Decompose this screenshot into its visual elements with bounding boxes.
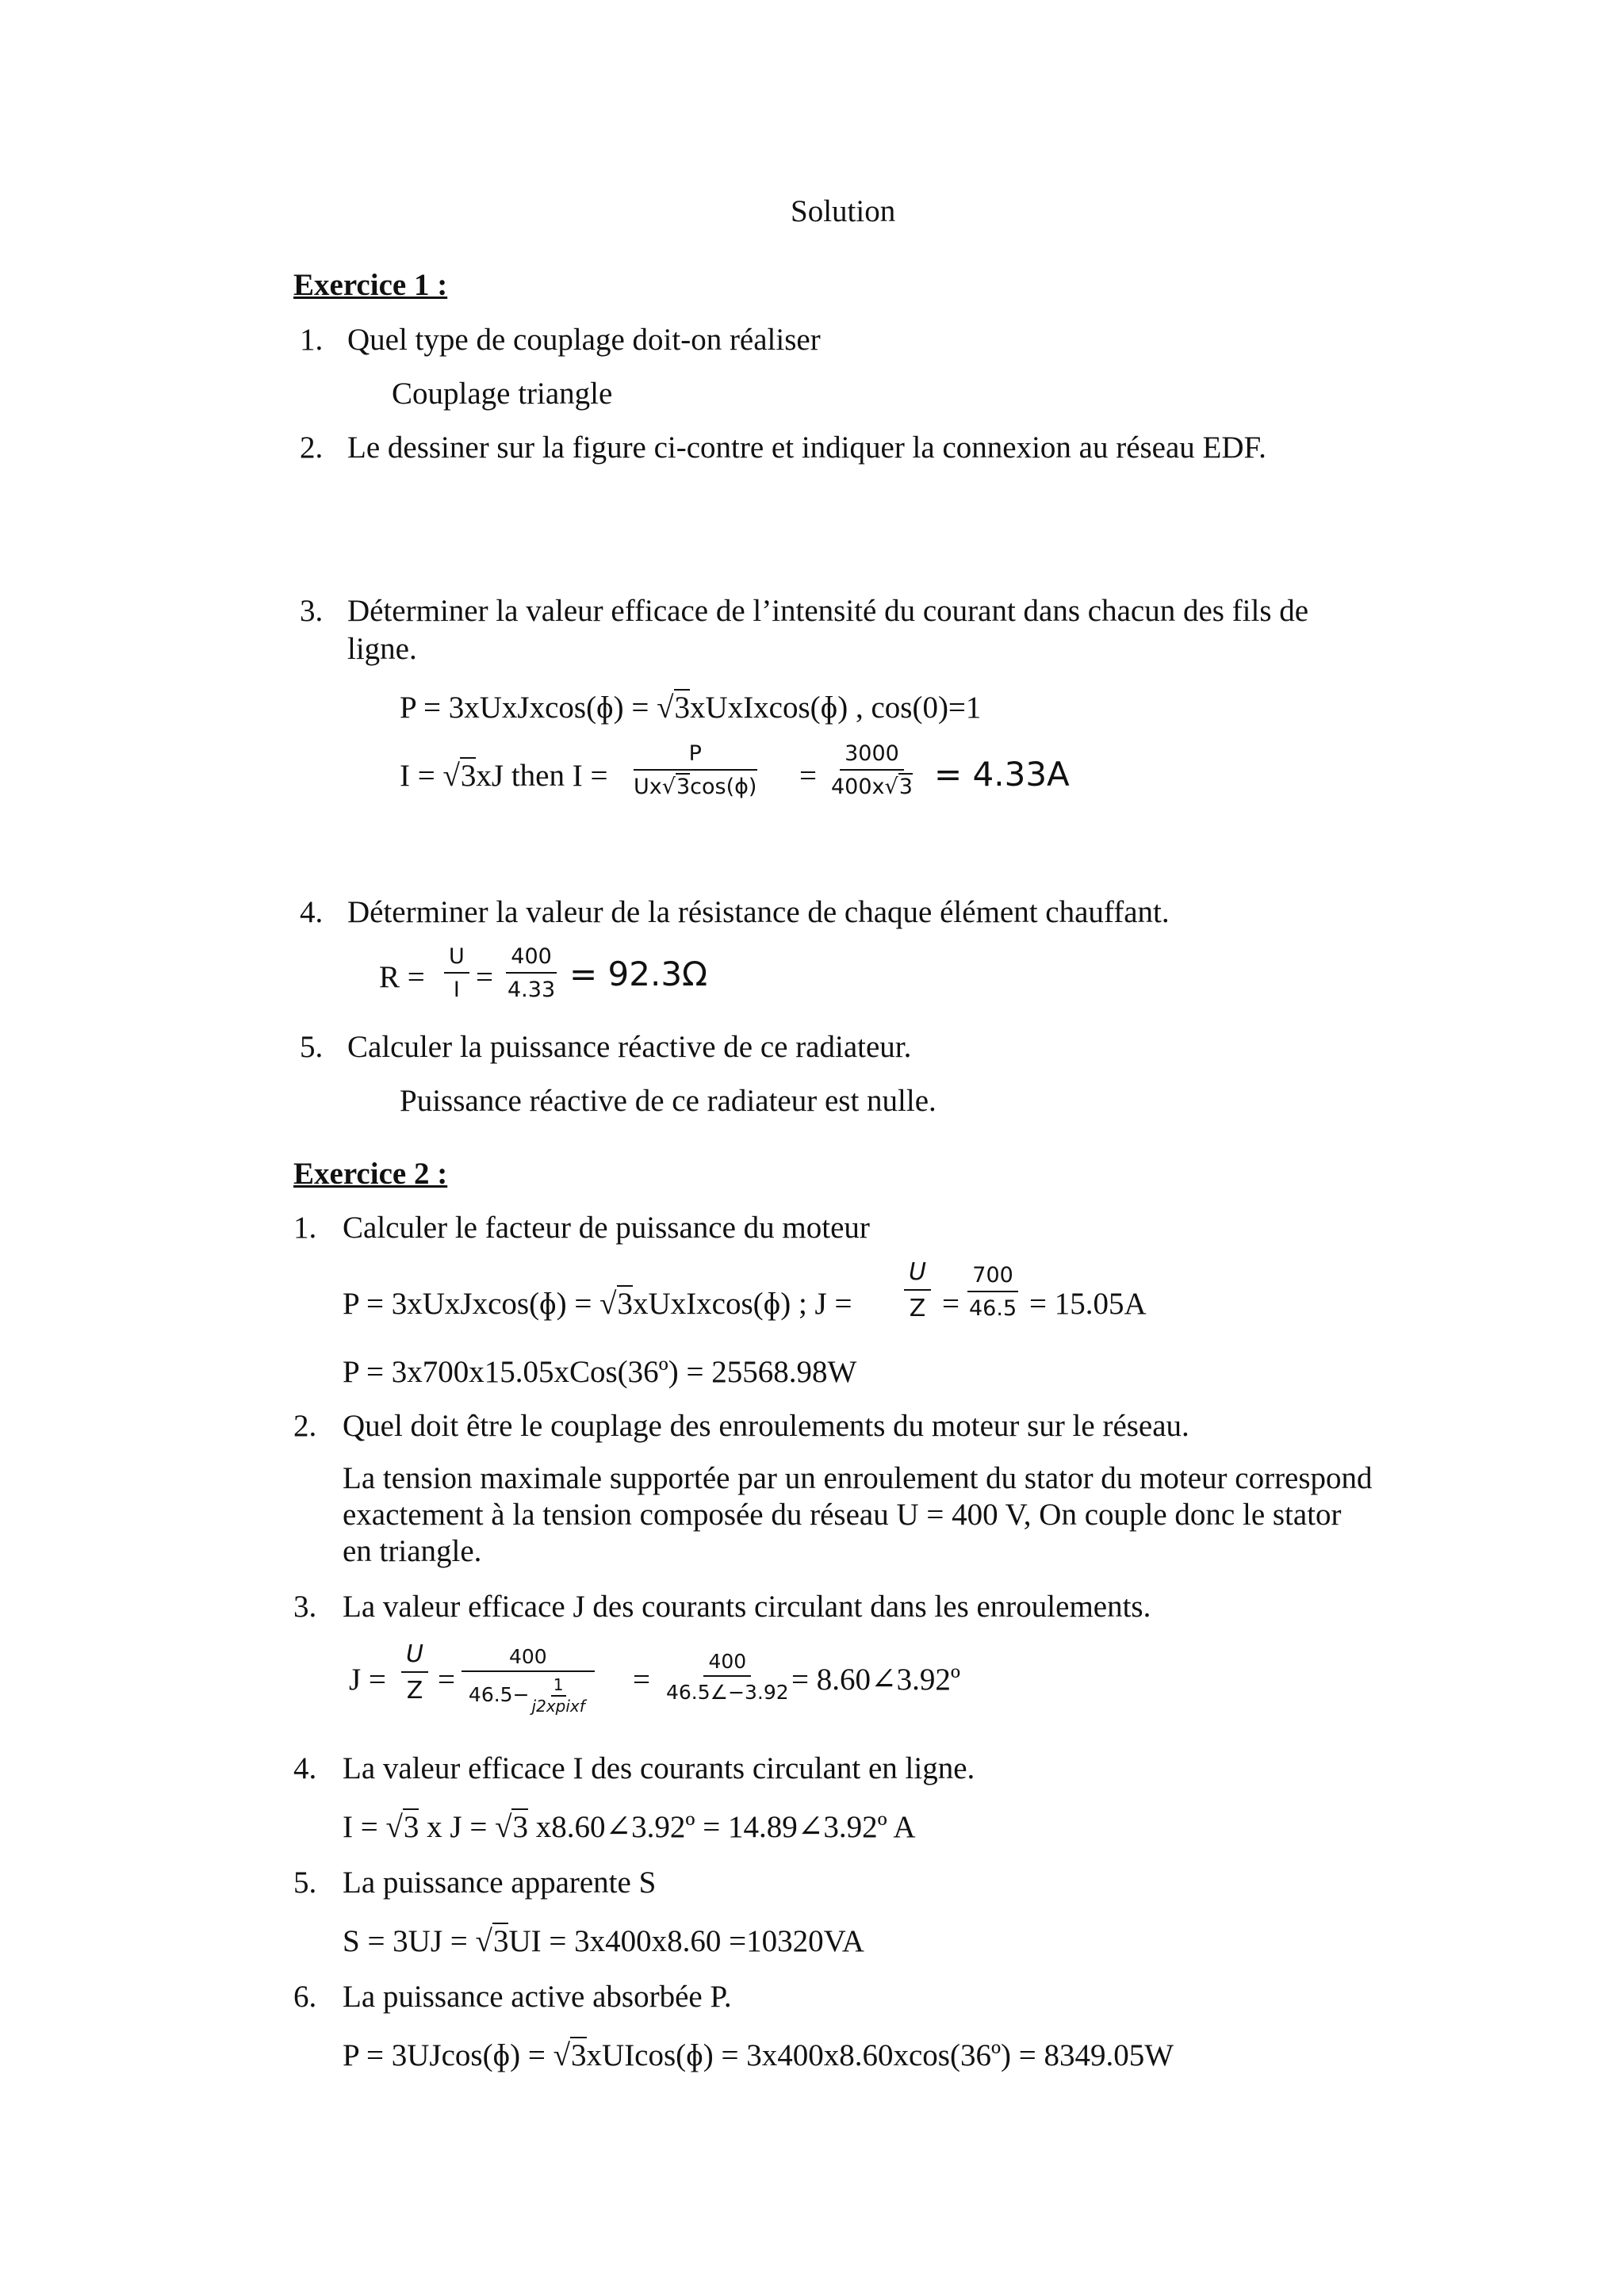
sqrt-sign: √ <box>661 774 676 799</box>
eq-part: S = 3UJ = <box>343 1924 476 1958</box>
ex2-q6-number: 6. <box>293 1980 317 2014</box>
fraction-numerator: 400 <box>506 943 557 974</box>
fraction-numerator: U <box>904 1257 931 1291</box>
ex1-q4-fraction-1 <box>444 943 469 1004</box>
ex1-q3-fraction-2 <box>826 740 917 801</box>
ex2-q6-question: La puissance active absorbée P. <box>343 1980 732 2014</box>
ex2-q4-equation <box>343 1809 916 1846</box>
sqrt-radicand: 3 <box>403 1810 419 1844</box>
sqrt-sign: √ <box>599 1287 617 1321</box>
eq-part: xUxIxcos(ɸ) , cos(0)=1 <box>690 691 982 725</box>
fraction-denominator: I <box>453 977 460 1002</box>
equals-sign: = <box>942 1287 959 1321</box>
ex2-q3-number: 3. <box>293 1590 317 1624</box>
sqrt-radicand: 3 <box>460 759 477 793</box>
exercise-1-heading: Exercice 1 : <box>293 268 448 302</box>
ex2-q3-equation-start: J = <box>349 1663 386 1697</box>
ex2-q2-question: Quel doit être le couplage des enroulements du moteur sur le réseau. <box>343 1409 1189 1443</box>
sqrt-radicand: 3 <box>571 2038 587 2072</box>
eq-part: x8.60∠3.92º = 14.89∠3.92º A <box>527 1810 916 1844</box>
ex2-q1-power-result: P = 3x700x15.05xCos(36º) = 25568.98W <box>343 1355 857 1389</box>
ex1-q5-answer: Puissance réactive de ce radiateur est nulle. <box>400 1084 936 1118</box>
fraction-numerator: 400 <box>462 1644 595 1672</box>
equals-sign: = <box>799 759 817 793</box>
ex2-q2-answer-line1: La tension maximale supportée par un enroulement du stator du moteur correspond <box>343 1461 1373 1495</box>
ex2-q3-fraction-3 <box>661 1649 794 1705</box>
eq-part: x J = <box>419 1810 496 1844</box>
fraction-denominator: Z <box>909 1294 926 1322</box>
ex1-q3-current-equation <box>400 758 607 795</box>
equals-sign: = <box>633 1663 650 1697</box>
sqrt-radicand: 3 <box>512 1810 528 1844</box>
fraction-denominator: 4.33 <box>508 977 556 1002</box>
fraction-numerator: 3000 <box>840 740 904 771</box>
fraction-denominator: Z <box>406 1676 423 1705</box>
eq-part: xJ then I = <box>476 759 608 793</box>
eq-part: UI = 3x400x8.60 =10320VA <box>508 1924 864 1958</box>
exercise-2-heading: Exercice 2 : <box>293 1157 448 1191</box>
sqrt-radicand: 3 <box>676 774 691 799</box>
den-part: Ux <box>634 774 662 799</box>
sqrt-radicand: 3 <box>898 774 913 799</box>
ex1-q3-question-line2: ligne. <box>347 632 417 666</box>
nested-fraction <box>530 1675 588 1716</box>
ex2-q1-question: Calculer le facteur de puissance du moteur <box>343 1211 870 1245</box>
sqrt-radicand: 3 <box>617 1287 634 1321</box>
fraction-denominator: 46.5 <box>969 1295 1017 1321</box>
ex2-q2-answer-line2: exactement à la tension composée du réseau U = 400 V, On couple donc le stator <box>343 1498 1342 1532</box>
ex2-q3-question: La valeur efficace J des courants circulant dans les enroulements. <box>343 1590 1151 1624</box>
fraction-numerator: 700 <box>967 1262 1018 1292</box>
ex2-q5-question: La puissance apparente S <box>343 1866 657 1900</box>
fraction-denominator <box>464 1672 592 1716</box>
ex1-q4-question: Déterminer la valeur de la résistance de chaque élément chauffant. <box>347 895 1170 929</box>
ex1-q4-fraction-2 <box>503 943 560 1004</box>
fraction-denominator: 46.5∠−3.92 <box>666 1681 789 1705</box>
nested-numerator: 1 <box>551 1675 566 1697</box>
ex2-q6-equation <box>343 2038 1174 2075</box>
eq-part: xUIcos(ɸ) = 3x400x8.60xcos(36º) = 8349.05W <box>586 2038 1174 2072</box>
page-title: Solution <box>791 194 896 228</box>
sqrt-sign: √ <box>657 691 674 725</box>
fraction-denominator <box>629 771 761 801</box>
eq-part: I = <box>400 759 443 793</box>
ex2-q4-question: La valeur efficace I des courants circulant en ligne. <box>343 1751 975 1785</box>
ex2-q1-power-equation <box>343 1286 852 1323</box>
ex1-q3-question-line1: Déterminer la valeur efficace de l’intensité du courant dans chacun des fils de <box>347 594 1309 628</box>
ex2-q2-number: 2. <box>293 1409 317 1443</box>
ex2-q5-equation <box>343 1923 864 1961</box>
ex2-q1-result: = 15.05A <box>1029 1287 1147 1321</box>
fraction-numerator: P <box>634 740 757 771</box>
ex1-q4-number: 4. <box>300 895 324 929</box>
ex1-q2-number: 2. <box>300 430 324 465</box>
ex1-q1-number: 1. <box>300 323 324 357</box>
ex2-q2-answer-line3: en triangle. <box>343 1534 482 1568</box>
ex2-q3-fraction-1 <box>401 1640 428 1705</box>
fraction-denominator <box>826 771 917 801</box>
ex1-q1-question: Quel type de couplage doit-on réaliser <box>347 323 821 357</box>
ex1-q5-question: Calculer la puissance réactive de ce radiateur. <box>347 1030 912 1064</box>
sqrt-sign: √ <box>495 1810 512 1844</box>
den-part: cos(ɸ) <box>690 774 757 799</box>
ex2-q1-fraction-2 <box>964 1262 1021 1322</box>
sqrt-radicand: 3 <box>492 1924 509 1958</box>
ex1-q4-equation-start: R = <box>379 960 425 994</box>
nested-denominator: j2xpixf <box>531 1697 585 1716</box>
fraction-numerator: U <box>401 1640 428 1673</box>
fraction-numerator: U <box>444 943 469 974</box>
ex2-q4-number: 4. <box>293 1751 317 1785</box>
sqrt-sign: √ <box>553 2038 571 2072</box>
ex2-q1-fraction-1 <box>904 1257 931 1323</box>
den-part: 400x <box>831 774 885 799</box>
sqrt-sign: √ <box>385 1810 403 1844</box>
equals-sign: = <box>438 1663 455 1697</box>
eq-part: I = <box>343 1810 386 1844</box>
ex1-q3-power-equation <box>400 690 981 727</box>
ex2-q1-number: 1. <box>293 1211 317 1245</box>
sqrt-sign: √ <box>884 774 898 799</box>
eq-part: P = 3UJcos(ɸ) = <box>343 2038 553 2072</box>
ex2-q5-number: 5. <box>293 1866 317 1900</box>
sqrt-sign: √ <box>442 759 460 793</box>
eq-part: P = 3xUxJxcos(ɸ) = <box>400 691 657 725</box>
ex2-q3-result: = 8.60∠3.92º <box>791 1663 961 1697</box>
sqrt-sign: √ <box>475 1924 492 1958</box>
ex1-q1-answer: Couplage triangle <box>392 377 613 411</box>
sqrt-radicand: 3 <box>674 691 691 725</box>
ex1-q3-fraction-1 <box>629 740 761 801</box>
equals-sign: = <box>476 960 493 994</box>
ex1-q3-number: 3. <box>300 594 324 628</box>
eq-part: P = 3xUxJxcos(ɸ) = <box>343 1287 600 1321</box>
ex1-q2-question: Le dessiner sur la figure ci-contre et indiquer la connexion au réseau EDF. <box>347 430 1266 465</box>
eq-part: xUxIxcos(ɸ) ; J = <box>633 1287 852 1321</box>
den-part: 46.5− <box>468 1683 530 1707</box>
ex2-q3-fraction-2 <box>462 1644 595 1716</box>
fraction-numerator: 400 <box>703 1649 751 1677</box>
ex1-q4-result: = 92.3Ω <box>569 955 708 993</box>
ex1-q3-result: = 4.33A <box>934 755 1070 794</box>
ex1-q5-number: 5. <box>300 1030 324 1064</box>
